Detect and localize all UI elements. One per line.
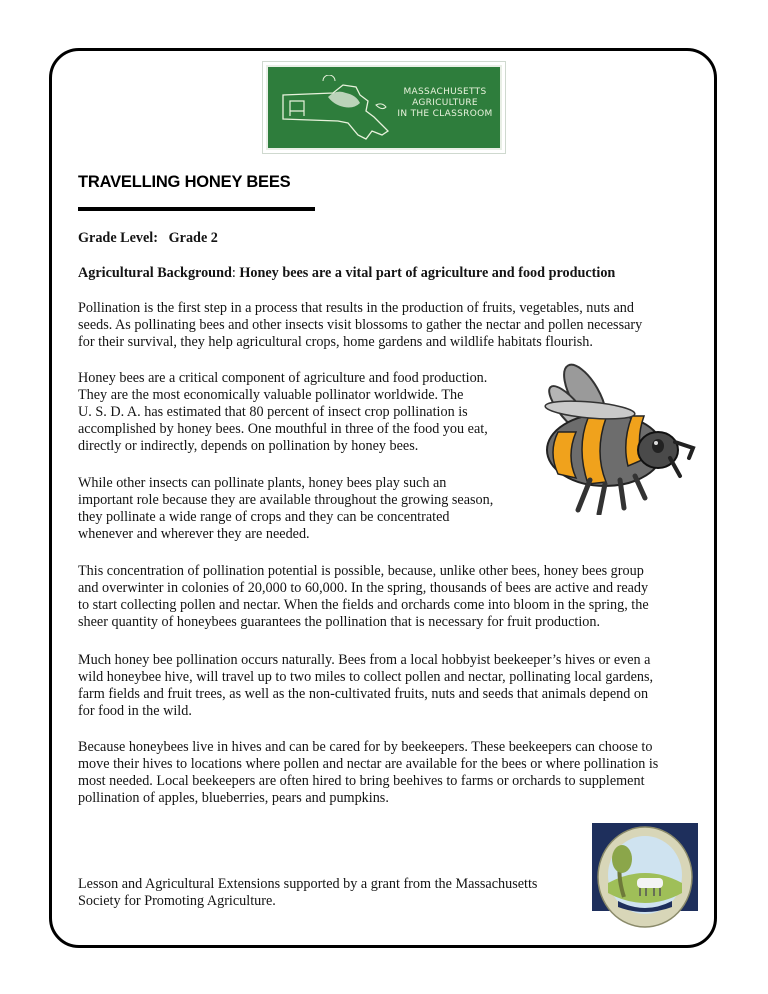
- background-label: Agricultural Background: [78, 265, 232, 281]
- massachusetts-map-icon: [278, 75, 393, 150]
- paragraph-critical-component: Honey bees are a critical component of agriculture and food production. They are the most economically valuable pollinator worldwide. The U. S. D. A. has estimated that 80 percent of insect crop pollination is accomplished by honey bees. One mouthful in three of the food you eat, directly or indirectly, depends on pollination by honey bees.: [78, 370, 488, 454]
- paragraph-other-insects: While other insects can pollinate plants, honey bees play such an important role because they are available throughout the growing season, they pollinate a wide range of crops and they can be concentrated whenever and wherever they are needed.: [78, 475, 494, 542]
- agricultural-background: Agricultural Background: Honey bees are a vital part of agriculture and food production: [78, 265, 616, 281]
- paragraph-concentration: This concentration of pollination potential is possible, because, unlike other bees, honey bees group and overwinter in colonies of 20,000 to 60,000. In the spring, thousands of bees are active and ready to start collecting pollen and nectar. When the fields and orchards come into bloom in the spring, the sheer quantity of honeybees guarantees the pollination that is necessary for fruit production.: [78, 563, 649, 630]
- paragraph-natural-pollination: Much honey bee pollination occurs naturally. Bees from a local hobbyist beekeeper’s hives or even a wild honeybee hive, will travel up to two miles to collect pollen and nectar, pollinating local gardens, farm fields and fruit trees, as well as the non-cultivated fruits, nuts and seeds that animals depend on for food in the wild.: [78, 652, 654, 719]
- grade-level: [78, 230, 218, 247]
- logo-text: MASSACHUSETTS AGRICULTURE IN THE CLASSROOM: [397, 87, 493, 119]
- paragraph-beekeepers: Because honeybees live in hives and can be cared for by beekeepers. These beekeepers can choose to move their hives to locations where pollen and nectar are available for the bees or where pollination is most needed. Local beekeepers are often hired to bring beehives to farms or orchards to supplement pollination of apples, blueberries, pears and pumpkins.: [78, 739, 659, 806]
- society-seal-emblem: [592, 823, 698, 929]
- page-title: TRAVELLING HONEY BEES: [78, 173, 291, 191]
- title-underline: [78, 207, 315, 211]
- bumblebee-illustration: [530, 350, 700, 515]
- mass-agriculture-classroom-logo: [262, 61, 506, 154]
- chalkboard: [266, 65, 502, 150]
- paragraph-pollination: Pollination is the first step in a process that results in the production of fruits, vegetables, nuts and seeds. As pollinating bees and other insects visit blossoms to gather the nectar and pollen necessary for their survival, they help agricultural crops, home gardens and wildlife habitats flourish.: [78, 300, 643, 350]
- grant-credit: Lesson and Agricultural Extensions supported by a grant from the Massachusetts Society for Promoting Agriculture.: [78, 876, 538, 909]
- grade-value: Grade 2: [168, 230, 218, 246]
- grade-label: Grade Level:: [78, 230, 158, 246]
- background-value: Honey bees are a vital part of agriculture and food production: [239, 265, 616, 281]
